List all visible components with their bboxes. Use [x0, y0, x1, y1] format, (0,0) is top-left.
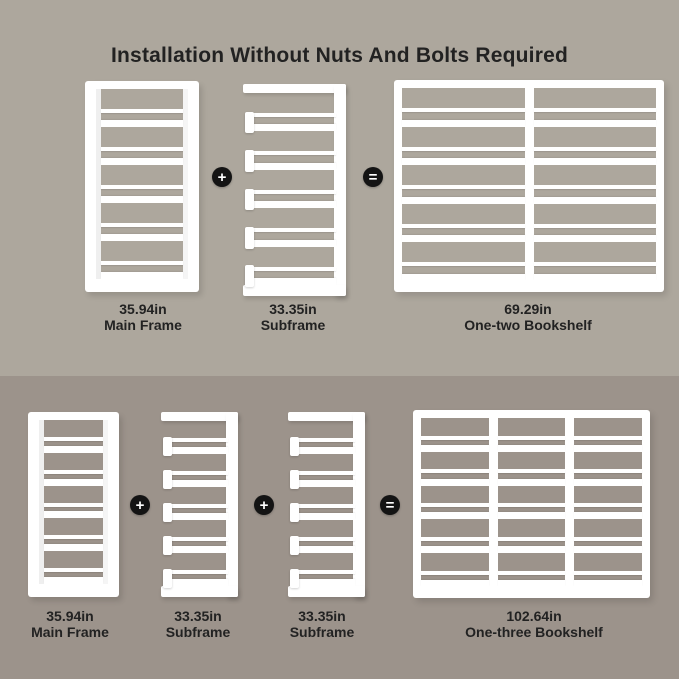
- shelf-level: [498, 452, 566, 486]
- size-text: 35.94in: [119, 301, 167, 317]
- shelf-level: [298, 421, 355, 454]
- shelf-bracket: [163, 503, 172, 522]
- shelf-bracket: [290, 437, 299, 456]
- subframe-base-bar: [243, 285, 346, 296]
- plus-icon: +: [254, 495, 274, 515]
- name-text: Subframe: [165, 624, 231, 640]
- shelf-bracket: [245, 227, 254, 249]
- shelf-level: [44, 420, 103, 453]
- shelf-bracket: [163, 536, 172, 555]
- shelf-level: [44, 453, 103, 486]
- shelf-level: [402, 204, 525, 243]
- subframe-top-bar: [243, 84, 346, 93]
- shelf-level: [534, 88, 657, 127]
- shelf-level: [574, 519, 642, 553]
- shelf-level: [421, 519, 489, 553]
- shelf-level: [101, 241, 183, 279]
- shelf-level: [253, 208, 336, 246]
- shelf-level: [298, 454, 355, 487]
- shelf-level: [421, 486, 489, 520]
- shelf-level: [498, 553, 566, 587]
- equals-icon: =: [363, 167, 383, 187]
- shelf-level: [421, 452, 489, 486]
- shelf-level: [171, 487, 228, 520]
- size-text: 69.29in: [504, 301, 552, 317]
- name-text: Subframe: [289, 624, 355, 640]
- shelf-bracket: [163, 437, 172, 456]
- bookshelf-column: [421, 418, 489, 587]
- shelf-level: [574, 418, 642, 452]
- bookshelf-column: [498, 418, 566, 587]
- shelf-level: [498, 418, 566, 452]
- shelf-bracket: [245, 112, 254, 134]
- size-text: 33.35in: [269, 301, 317, 317]
- name-text: One-three Bookshelf: [465, 624, 603, 640]
- main-frame-illustration: [28, 412, 119, 597]
- label-one-two-bookshelf: [428, 301, 628, 333]
- shelf-level: [101, 203, 183, 241]
- main-frame-interior: [96, 89, 188, 279]
- shelf-level: [402, 127, 525, 166]
- shelf-bracket: [163, 470, 172, 489]
- shelf-level: [534, 127, 657, 166]
- size-text: 33.35in: [298, 608, 346, 624]
- shelf-level: [253, 93, 336, 131]
- size-text: 33.35in: [174, 608, 222, 624]
- name-text: Main Frame: [31, 624, 109, 640]
- shelf-level: [44, 518, 103, 551]
- shelf-level: [44, 551, 103, 584]
- shelf-level: [402, 165, 525, 204]
- shelf-bracket: [245, 189, 254, 211]
- shelf-level: [171, 520, 228, 553]
- shelf-level: [171, 553, 228, 586]
- subframe-rails: [253, 93, 336, 285]
- shelf-level: [101, 89, 183, 127]
- bookshelf-column: [402, 88, 525, 281]
- shelf-level: [253, 131, 336, 169]
- shelf-level: [498, 519, 566, 553]
- subframe-rails: [298, 421, 355, 586]
- shelf-level: [101, 127, 183, 165]
- shelf-bracket: [290, 536, 299, 555]
- shelf-level: [421, 553, 489, 587]
- main-frame-interior: [39, 420, 108, 584]
- plus-icon: +: [212, 167, 232, 187]
- label-subframe-top: [213, 301, 373, 333]
- subframe-rails: [171, 421, 228, 586]
- shelf-level: [298, 520, 355, 553]
- shelf-bracket: [290, 569, 299, 588]
- shelf-level: [574, 452, 642, 486]
- shelf-level: [498, 486, 566, 520]
- shelf-level: [534, 204, 657, 243]
- shelf-bracket: [290, 470, 299, 489]
- subframe-base-bar: [288, 586, 365, 597]
- shelf-bracket: [163, 569, 172, 588]
- shelf-level: [534, 165, 657, 204]
- subframe-illustration: [286, 412, 365, 597]
- size-text: 35.94in: [46, 608, 94, 624]
- shelf-level: [253, 247, 336, 285]
- plus-icon: +: [130, 495, 150, 515]
- shelf-level: [534, 242, 657, 281]
- shelf-bracket: [290, 503, 299, 522]
- name-text: Main Frame: [104, 317, 182, 333]
- label-subframe-bottom-1: [128, 608, 268, 640]
- main-frame-illustration: [85, 81, 199, 292]
- equals-icon: =: [380, 495, 400, 515]
- subframe-illustration: [241, 84, 346, 296]
- shelf-bracket: [245, 150, 254, 172]
- one-three-bookshelf-illustration: [413, 410, 650, 598]
- label-one-three-bookshelf: [434, 608, 634, 640]
- name-text: Subframe: [260, 317, 326, 333]
- shelf-level: [402, 88, 525, 127]
- shelf-level: [253, 170, 336, 208]
- label-main-frame-top: [63, 301, 223, 333]
- shelf-level: [574, 486, 642, 520]
- shelf-level: [44, 486, 103, 519]
- shelf-level: [101, 165, 183, 203]
- one-three-interior: [421, 418, 642, 587]
- one-two-bookshelf-illustration: [394, 80, 664, 292]
- one-two-interior: [402, 88, 656, 281]
- bookshelf-column: [574, 418, 642, 587]
- shelf-level: [298, 553, 355, 586]
- subframe-illustration: [159, 412, 238, 597]
- subframe-base-bar: [161, 586, 238, 597]
- shelf-level: [421, 418, 489, 452]
- shelf-bracket: [245, 265, 254, 287]
- shelf-level: [402, 242, 525, 281]
- size-text: 102.64in: [506, 608, 562, 624]
- shelf-level: [171, 454, 228, 487]
- shelf-level: [171, 421, 228, 454]
- label-subframe-bottom-2: [252, 608, 392, 640]
- label-main-frame-bottom: [0, 608, 140, 640]
- name-text: One-two Bookshelf: [464, 317, 592, 333]
- shelf-level: [298, 487, 355, 520]
- page-title: Installation Without Nuts And Bolts Required: [111, 44, 568, 68]
- shelf-level: [574, 553, 642, 587]
- bookshelf-column: [534, 88, 657, 281]
